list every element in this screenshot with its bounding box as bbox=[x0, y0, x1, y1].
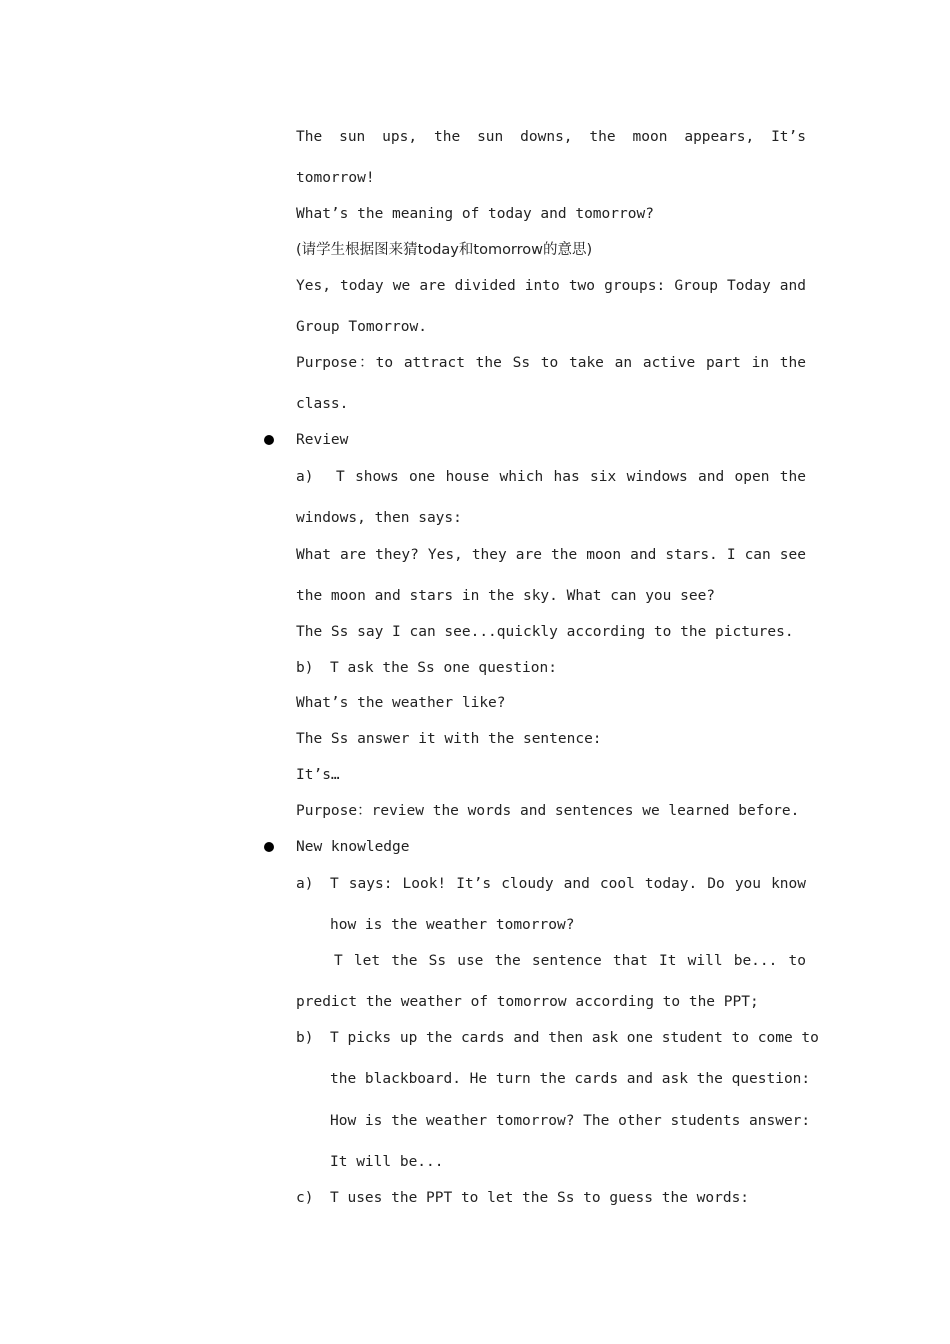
review-a-line-3: What are they? Yes, they are the moon and stars. I can see bbox=[296, 547, 806, 563]
intro-groups-line-1: Yes, today we are divided into two groups: Group Today and bbox=[296, 278, 806, 294]
intro-groups-line-2: Group Tomorrow. bbox=[296, 319, 427, 335]
review-b-line-4: It’s… bbox=[296, 767, 340, 783]
review-purpose: Purpose：review the words and sentences we learned before. bbox=[296, 803, 800, 819]
review-item-b-line-1: T ask the Ss one question: bbox=[330, 660, 557, 676]
new-knowledge-item-c-marker: c) bbox=[296, 1190, 314, 1206]
review-item-b bbox=[296, 658, 806, 678]
intro-question: What’s the meaning of today and tomorrow? bbox=[296, 206, 654, 222]
review-a-line-2: windows, then says: bbox=[296, 510, 462, 526]
new-knowledge-b-line-4: It will be... bbox=[330, 1154, 444, 1170]
intro-line-1: The sun ups, the sun downs, the moon appears, It’s bbox=[296, 129, 806, 145]
new-knowledge-item-a-line-1: T says: Look! It’s cloudy and cool today. Do you know bbox=[330, 876, 806, 892]
new-knowledge-item-c-line-1: T uses the PPT to let the Ss to guess the words: bbox=[330, 1190, 750, 1206]
new-knowledge-b-line-3: How is the weather tomorrow? The other students answer: bbox=[330, 1113, 811, 1129]
new-knowledge-item-a-marker: a) bbox=[296, 876, 314, 892]
new-knowledge-heading: New knowledge bbox=[296, 839, 410, 855]
new-knowledge-a-line-3: T let the Ss use the sentence that It will be... to bbox=[334, 953, 806, 969]
review-item-b-marker: b) bbox=[296, 660, 314, 676]
review-bullet bbox=[264, 435, 274, 445]
intro-purpose-line-1: Purpose：to attract the Ss to take an active part in the bbox=[296, 355, 806, 371]
review-a-line-4: the moon and stars in the sky. What can you see? bbox=[296, 588, 716, 604]
new-knowledge-item-b-line-1: T picks up the cards and then ask one student to come to bbox=[330, 1030, 819, 1046]
review-item-a-line-1: T shows one house which has six windows and open the bbox=[336, 469, 806, 485]
review-item-a-marker: a) bbox=[296, 469, 314, 485]
new-knowledge-a-line-4: predict the weather of tomorrow according to the PPT; bbox=[296, 994, 759, 1010]
new-knowledge-item-b-marker: b) bbox=[296, 1030, 314, 1046]
new-knowledge-item-c bbox=[296, 1188, 806, 1208]
new-knowledge-b-line-2: the blackboard. He turn the cards and ask the question: bbox=[330, 1071, 811, 1087]
review-a-line-5: The Ss say I can see...quickly according to the pictures. bbox=[296, 624, 794, 640]
new-knowledge-bullet bbox=[264, 842, 274, 852]
intro-line-2: tomorrow! bbox=[296, 170, 375, 186]
new-knowledge-item-a bbox=[296, 874, 806, 894]
intro-note: (请学生根据图来猜today和tomorrow的意思) bbox=[296, 242, 593, 258]
new-knowledge-a-line-2: how is the weather tomorrow? bbox=[330, 917, 575, 933]
review-b-line-2: What’s the weather like? bbox=[296, 695, 506, 711]
review-item-a bbox=[296, 467, 806, 487]
review-b-line-3: The Ss answer it with the sentence: bbox=[296, 731, 602, 747]
new-knowledge-item-b bbox=[296, 1028, 819, 1048]
review-heading: Review bbox=[296, 432, 349, 448]
intro-purpose-line-2: class. bbox=[296, 396, 349, 412]
